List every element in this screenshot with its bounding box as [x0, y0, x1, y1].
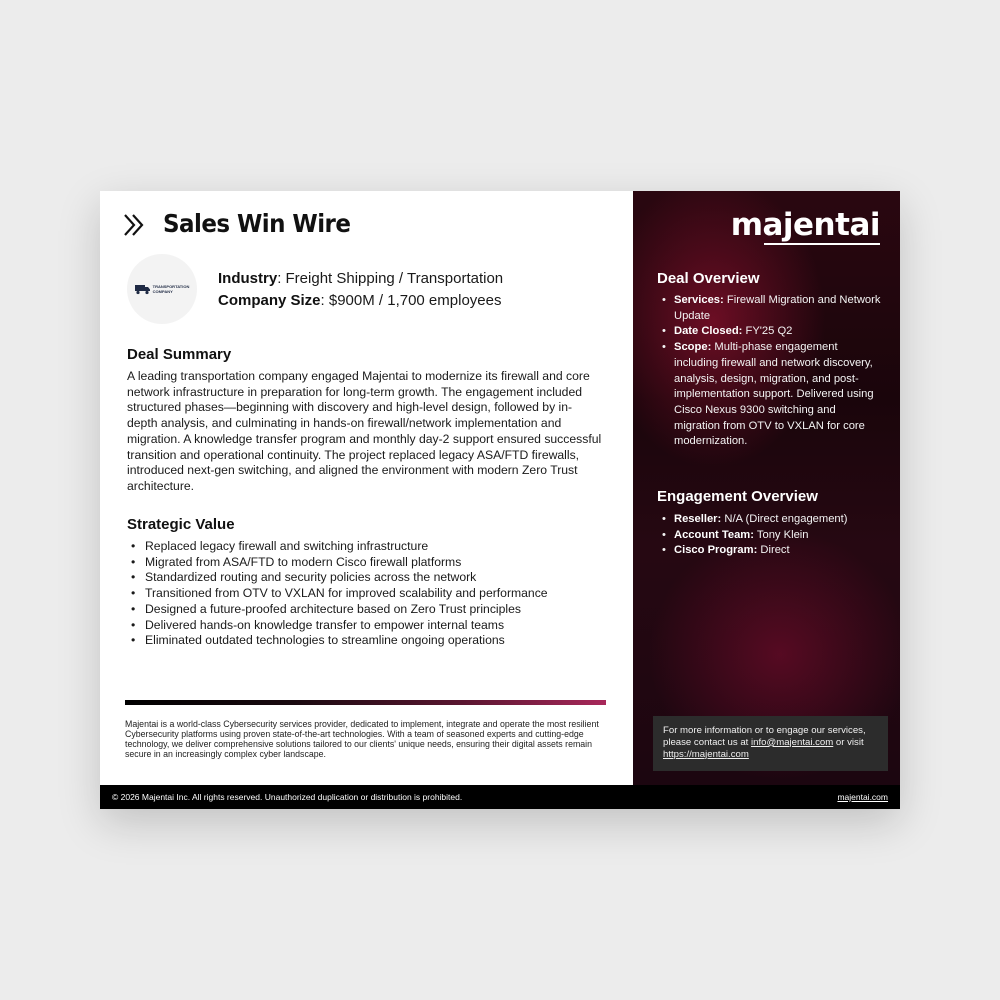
list-item: • Services: Firewall Migration and Network Update — [662, 293, 882, 324]
list-item: • Scope: Multi-phase engagement including firewall and network discovery, analysis, design, migration, and post-implementation support. Delivered using Cisco Nexus 9300 switching and migration from OTV to VXLAN for core modernization. — [662, 340, 882, 450]
copyright-text: © 2026 Majentai Inc. All rights reserved. Unauthorized duplication or distribution is prohibited. — [112, 792, 463, 802]
about-text: Majentai is a world-class Cybersecurity services provider, dedicated to implement, integrate and operate the most resilient Cybersecurity platforms using proven state-of-the-art technologies. With a team of seasoned experts and cutting-edge technology, we deliver comprehensive solutions tailored to our clients' unique needs, ensuring their digital assets remain secure in an increasingly complex cyber landscape. — [125, 719, 599, 759]
gradient-divider — [125, 700, 606, 705]
list-item: • Date Closed: FY'25 Q2 — [662, 324, 882, 340]
brand-underline — [764, 243, 880, 245]
list-item: • Replaced legacy firewall and switching infrastructure — [131, 539, 601, 555]
deal-summary-text: A leading transportation company engaged Majentai to modernize its firewall and core network infrastructure in preparation for long-term growth. The engagement included structured phases—beginning with discovery and high-level design, followed by in-depth analysis, and culminating in hands-on firewall/network implementation and migration. A knowledge transfer program and monthly day-2 support ensured successful transition and operational continuity. The project replaced legacy ASA/FTD firewalls, introduced next-gen switching, and aligned the environment with modern Zero Trust architecture. — [127, 369, 602, 493]
brand-logo: majentai — [730, 207, 880, 243]
list-item: • Eliminated outdated technologies to streamline ongoing operations — [131, 633, 601, 649]
list-item: • Reseller: N/A (Direct engagement) — [662, 512, 882, 528]
list-item: • Standardized routing and security policies across the network — [131, 570, 601, 586]
strategic-value-list — [131, 539, 601, 649]
footer-bar — [100, 785, 900, 809]
company-logo — [127, 254, 197, 324]
company-logo-text: TRANSPORTATION COMPANY — [152, 284, 190, 294]
list-item: • Transitioned from OTV to VXLAN for improved scalability and performance — [131, 586, 601, 602]
page-title: Sales Win Wire — [163, 209, 351, 238]
list-item: • Designed a future-proofed architecture based on Zero Trust principles — [131, 602, 601, 618]
website-link[interactable]: https://majentai.com — [663, 748, 749, 760]
left-panel — [100, 191, 633, 785]
strategic-value-heading: Strategic Value — [127, 516, 235, 533]
list-item: • Delivered hands-on knowledge transfer to empower internal teams — [131, 618, 601, 634]
truck-icon — [135, 284, 151, 295]
email-link[interactable]: info@majentai.com — [751, 736, 834, 748]
contact-box: For more information or to engage our services, please contact us at info@majentai.com or visit https://majentai.com — [653, 716, 888, 771]
company-meta — [218, 268, 503, 312]
right-panel — [633, 191, 900, 785]
list-item: • Account Team: Tony Klein — [662, 528, 882, 544]
industry-line: Industry: Freight Shipping / Transportation — [218, 270, 504, 287]
engagement-overview-heading: Engagement Overview — [657, 488, 818, 505]
deal-overview-heading: Deal Overview — [657, 270, 760, 287]
company-size-line: Company Size: $900M / 1,700 employees — [218, 292, 502, 309]
win-wire-card — [100, 191, 900, 809]
engagement-overview-list — [662, 512, 882, 559]
double-chevron-right-icon — [122, 213, 146, 237]
list-item: • Migrated from ASA/FTD to modern Cisco firewall platforms — [131, 555, 601, 571]
deal-overview-list — [662, 293, 882, 450]
deal-summary-heading: Deal Summary — [127, 346, 232, 363]
list-item: • Cisco Program: Direct — [662, 543, 882, 559]
footer-site-link[interactable]: majentai.com — [837, 792, 888, 802]
